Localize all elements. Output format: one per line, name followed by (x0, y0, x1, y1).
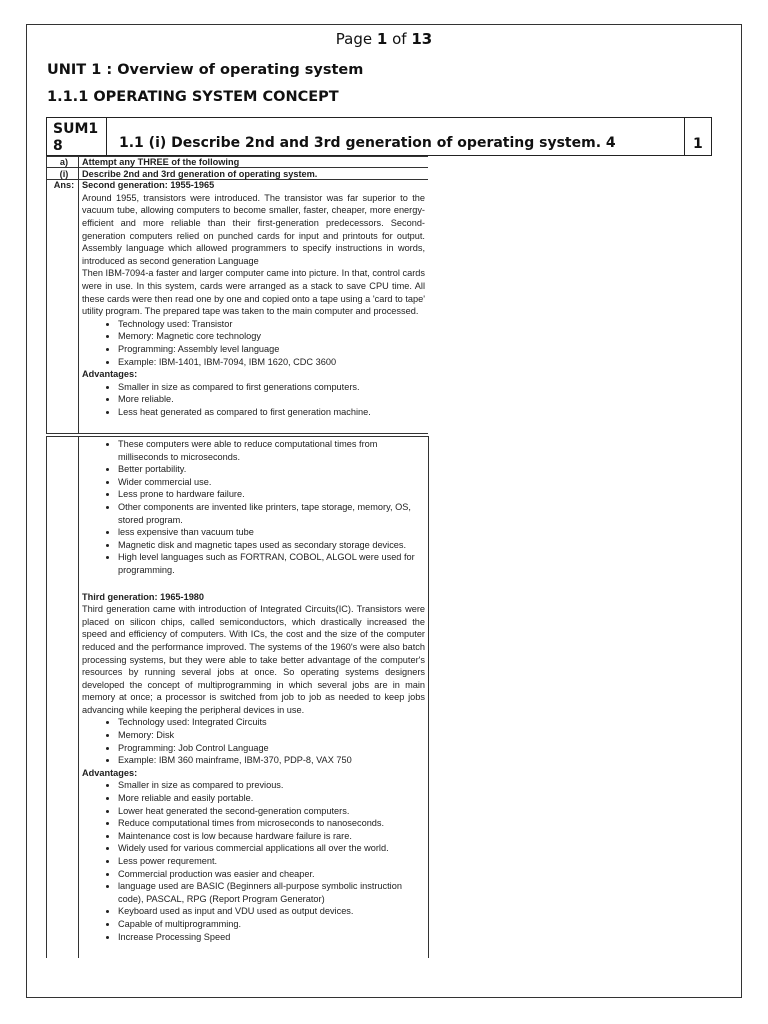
list-item: • Technology used: Integrated Circuits (118, 716, 425, 729)
list-item: • Programming: Assembly level language (118, 343, 425, 356)
scan1-line (46, 433, 428, 434)
third-gen-spec-list (82, 716, 425, 766)
list-item: • Commercial production was easier and cheaper. (118, 868, 425, 881)
second-gen-paragraph-2: Then IBM-7094-a faster and larger computer came into picture. In that, control cards were in use. In this system, cards were arranged as a stack to save CPU time. All these cards were then read one by one and copied onto a tape using a 'card to tape' utility program. The prepared tape was taken to the main computer and processed. (82, 268, 425, 317)
list-item: • Other components are invented like printers, tape storage, memory, OS, stored program. (118, 501, 425, 526)
question-marks: 1 (684, 118, 711, 155)
scan2-vline (46, 436, 47, 958)
list-item: • Less heat generated as compared to first generation machine. (118, 406, 425, 419)
unit-title: UNIT 1 : Overview of operating system (47, 62, 364, 78)
scan1-body (82, 156, 425, 418)
list-item: • Widely used for various commercial applications all over the world. (118, 842, 425, 855)
second-gen-advantages-list (82, 381, 425, 419)
list-item: • Wider commercial use. (118, 476, 425, 489)
list-item: • Memory: Disk (118, 729, 425, 742)
second-gen-heading: Second generation: 1955-1965 (82, 180, 215, 191)
list-item: • More reliable and easily portable. (118, 792, 425, 805)
second-gen-paragraph-1: Around 1955, transistors were introduced. The transistor was far superior to the vacuum tube, allowing computers to become smaller, faster, cheaper, more energy-efficient and more reliable than their first-generation predecessors. Second-generation computers relied on punched cards for input and printouts for output. Assembly language which allowed programmers to specify instructions in words, introduced as second generation Language (82, 192, 425, 266)
list-item: • Memory: Magnetic core technology (118, 330, 425, 343)
question-text: 1.1 (i) Describe 2nd and 3rd generation of operating system. 4 (119, 135, 616, 151)
list-item: • More reliable. (118, 393, 425, 406)
list-item: • Magnetic disk and magnetic tapes used as secondary storage devices. (118, 539, 425, 552)
third-gen-heading: Third generation: 1965-1980 (82, 591, 205, 602)
scan2-body (82, 438, 425, 943)
list-item: • Smaller in size as compared to previous. (118, 779, 425, 792)
list-item: • Smaller in size as compared to first generations computers. (118, 381, 425, 394)
scan2-vline (428, 436, 429, 958)
second-gen-spec-list (82, 318, 425, 368)
advantages-label: Advantages: (82, 369, 138, 380)
scan1-labels (52, 156, 76, 192)
question-code: SUM1 8 (47, 118, 107, 155)
scan2-vline (78, 436, 79, 958)
list-item: • Technology used: Transistor (118, 318, 425, 331)
list-item: • Less prone to hardware failure. (118, 488, 425, 501)
page-number: Page 1 of 13 (335, 30, 433, 48)
scan2-line (46, 436, 428, 437)
list-item: • Example: IBM-1401, IBM-7094, IBM 1620, CDC 3600 (118, 356, 425, 369)
list-item: • less expensive than vacuum tube (118, 526, 425, 539)
row-a-label: a) (59, 157, 69, 167)
list-item: • Lower heat generated the second-generation computers. (118, 805, 425, 818)
list-item: • Increase Processing Speed (118, 931, 425, 944)
list-item: • Capable of multiprogramming. (118, 918, 425, 931)
list-item: • These computers were able to reduce computational times from milliseconds to microseconds. (118, 438, 425, 463)
scan1-vline (78, 156, 79, 433)
third-gen-advantages-list (82, 779, 425, 943)
row-i-text: Describe 2nd and 3rd generation of operating system. (82, 168, 318, 179)
second-gen-advantages-continued (82, 438, 425, 577)
scan1-vline (46, 156, 47, 433)
advantages-label: Advantages: (82, 767, 138, 778)
ans-label: Ans: (53, 180, 75, 191)
list-item: • language used are BASIC (Beginners all-purpose symbolic instruction code), PASCAL, RPG (Report Program Generator) (118, 880, 425, 905)
list-item: • Example: IBM 360 mainframe, IBM-370, PDP-8, VAX 750 (118, 754, 425, 767)
list-item: • Programming: Job Control Language (118, 742, 425, 755)
third-gen-paragraph: Third generation came with introduction of Integrated Circuits(IC). Transistors were placed on silicon chips, called semiconductors, which drastically increased the speed and efficiency of computers. With ICs, the cost and the size of the computer reduced and the performance improved. The systems of the 1960's were also batch processing systems, but they were able to take better advantage of the computer's resources by running several jobs at once. So operating systems designers developed the concept of multiprogramming in which several jobs are in main memory at once; a processor is switched from job to job as needed to keep jobs advancing while keeping the peripheral devices in use. (82, 604, 425, 715)
list-item: • High level languages such as FORTRAN, COBOL, ALGOL were used for programming. (118, 551, 425, 576)
row-i-label: (i) (59, 168, 69, 179)
list-item: • Less power requrement. (118, 855, 425, 868)
section-title: 1.1.1 OPERATING SYSTEM CONCEPT (47, 89, 339, 105)
question-table (46, 117, 712, 156)
row-a-text: Attempt any THREE of the following (82, 157, 240, 167)
list-item: • Keyboard used as input and VDU used as output devices. (118, 905, 425, 918)
list-item: • Maintenance cost is low because hardware failure is rare. (118, 830, 425, 843)
list-item: • Reduce computational times from microseconds to nanoseconds. (118, 817, 425, 830)
list-item: • Better portability. (118, 463, 425, 476)
